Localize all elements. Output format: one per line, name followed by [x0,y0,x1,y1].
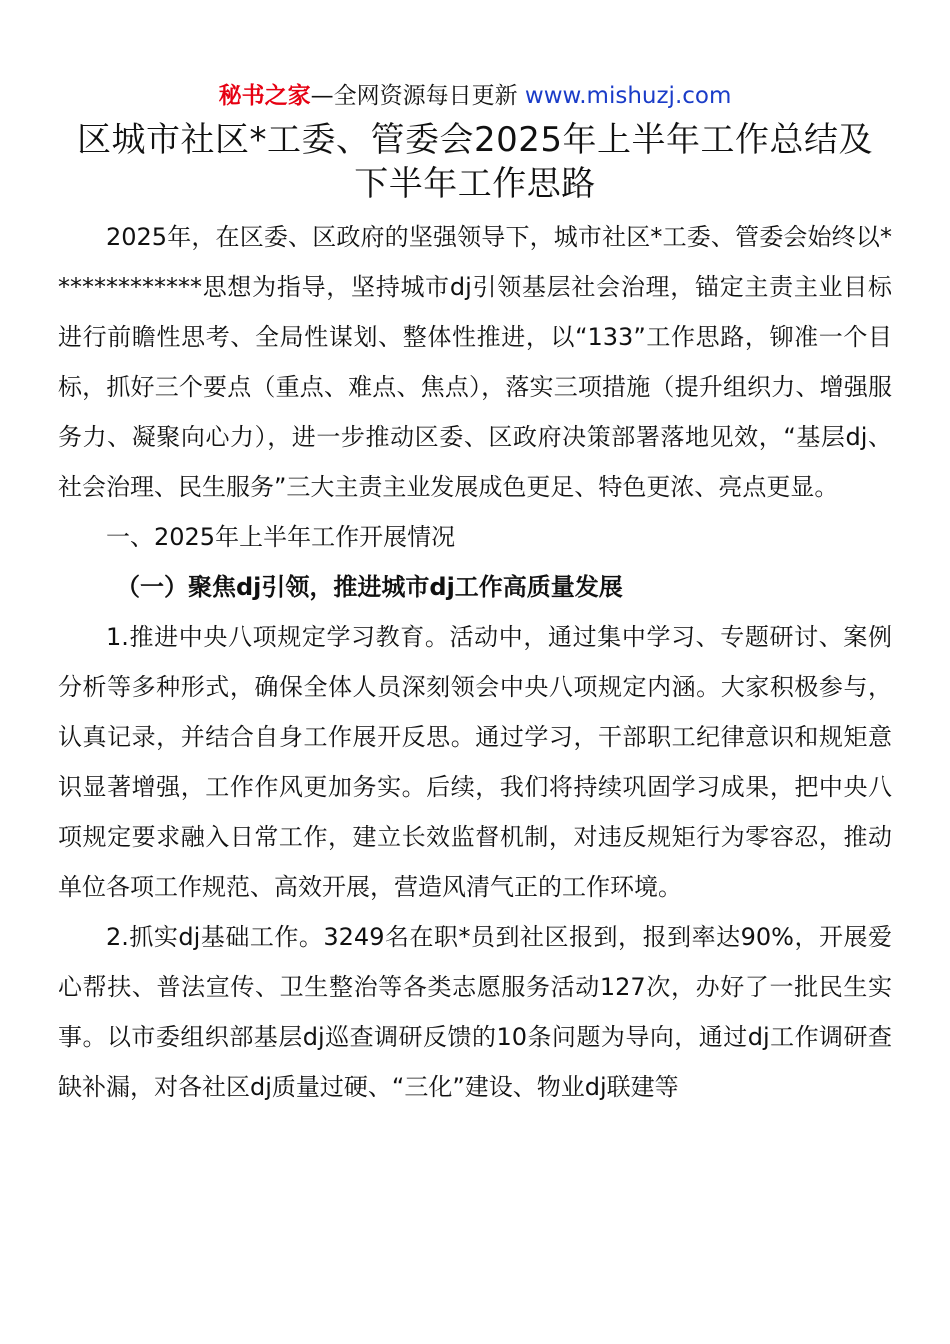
subsection-heading-1: （一）聚焦dj引领，推进城市dj工作高质量发展 [116,573,623,601]
site-url-link[interactable]: www.mishuzj.com [524,83,732,109]
brand-name: 秘书之家 [218,83,311,109]
header-tagline: —全网资源每日更新 [310,83,518,109]
section-heading-1: 一、2025年上半年工作开展情况 [106,523,456,551]
item-paragraph-2: 2.抓实dj基础工作。3249名在职*员到社区报到，报到率达90%，开展爱心帮扶、普法宣传、卫生整治等各类志愿服务活动127次，办好了一批民生实事。以市委组织部基层dj巡查调研反馈的10条问题为导向，通过dj工作调研查缺补漏，对各社区dj质量过硬、“三化”建设、物业dj联建等 [58,923,892,1101]
document-title [58,118,892,206]
site-header [58,78,892,114]
title-line-1: 区城市社区*工委、管委会2025年上半年工作总结及 [76,120,874,160]
document-page [58,78,892,1112]
intro-paragraph: 2025年，在区委、区政府的坚强领导下，城市社区*工委、管委会始终以*************思想为指导，坚持城市dj引领基层社会治理，锚定主责主业目标进行前瞻性思考、全局性谋划、整体性推进，以“133”工作思路，铆准一个目标，抓好三个要点（重点、难点、焦点），落实三项措施（提升组织力、增强服务力、凝聚向心力），进一步推动区委、区政府决策部署落地见效，“基层dj、社会治理、民生服务”三大主责主业发展成色更足、特色更浓、亮点更显。 [58,223,892,501]
title-line-2: 下半年工作思路 [354,164,596,204]
item-paragraph-1: 1.推进中央八项规定学习教育。活动中，通过集中学习、专题研讨、案例分析等多种形式，确保全体人员深刻领会中央八项规定内涵。大家积极参与，认真记录，并结合自身工作展开反思。通过学习，干部职工纪律意识和规矩意识显著增强，工作作风更加务实。后续，我们将持续巩固学习成果，把中央八项规定要求融入日常工作，建立长效监督机制，对违反规矩行为零容忍，推动单位各项工作规范、高效开展，营造风清气正的工作环境。 [58,623,892,901]
